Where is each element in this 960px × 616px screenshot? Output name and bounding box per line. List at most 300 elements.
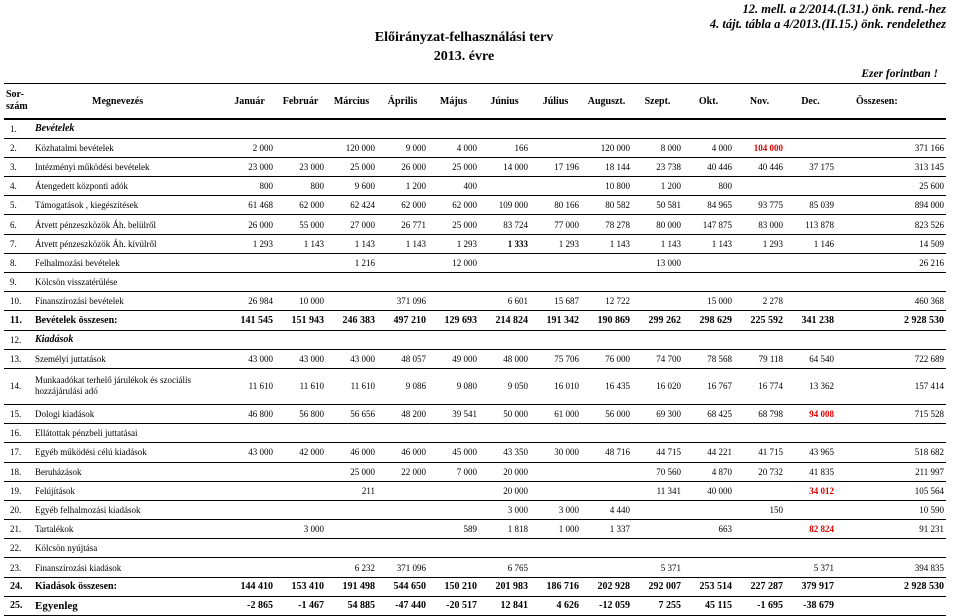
row-number: 24. [4, 577, 32, 596]
month-value-cell [428, 481, 479, 500]
month-value-cell [581, 558, 632, 577]
month-value-cell [224, 253, 275, 272]
month-value-cell [683, 500, 734, 519]
month-value-cell: 1 000 [530, 520, 581, 539]
month-value-cell: 9 600 [326, 177, 377, 196]
table-row [4, 234, 946, 253]
row-number: 18. [4, 462, 32, 481]
month-value-cell: 298 629 [683, 311, 734, 330]
month-value-cell: 62 424 [326, 196, 377, 215]
budget-table [4, 83, 946, 616]
month-value-cell: 3 000 [530, 500, 581, 519]
month-value-cell [377, 119, 428, 138]
month-value-cell [632, 119, 683, 138]
month-value-cell [479, 177, 530, 196]
month-value-cell: 15 000 [683, 292, 734, 311]
month-value-cell [683, 539, 734, 558]
column-header-month: Nov. [734, 84, 785, 120]
month-value-cell: 43 000 [224, 443, 275, 462]
month-value-cell [479, 539, 530, 558]
month-value-cell [428, 424, 479, 443]
month-value-cell: 26 000 [377, 157, 428, 176]
month-value-cell: 13 362 [785, 368, 836, 404]
month-value-cell [581, 462, 632, 481]
month-value-cell: 2 278 [734, 292, 785, 311]
month-value-cell: 34 012 [785, 481, 836, 500]
table-row [4, 292, 946, 311]
month-value-cell: 93 775 [734, 196, 785, 215]
month-value-cell: 13 000 [632, 253, 683, 272]
month-value-cell: 42 000 [275, 443, 326, 462]
row-number: 17. [4, 443, 32, 462]
row-number: 14. [4, 368, 32, 404]
month-value-cell: 49 000 [428, 349, 479, 368]
row-label: Támogatások , kiegészítések [32, 196, 224, 215]
month-value-cell: 1 146 [785, 234, 836, 253]
month-value-cell: 25 000 [428, 157, 479, 176]
month-value-cell: 43 965 [785, 443, 836, 462]
month-value-cell: 589 [428, 520, 479, 539]
month-value-cell: 17 196 [530, 157, 581, 176]
table-row [4, 253, 946, 272]
table-row [4, 196, 946, 215]
month-value-cell: 1 216 [326, 253, 377, 272]
month-value-cell: 76 000 [581, 349, 632, 368]
month-value-cell [530, 138, 581, 157]
month-value-cell [224, 558, 275, 577]
table-row [4, 368, 946, 404]
month-value-cell: 26 000 [224, 215, 275, 234]
month-value-cell: 246 383 [326, 311, 377, 330]
column-header-name: Megnevezés [32, 84, 224, 120]
month-value-cell: 48 000 [479, 349, 530, 368]
month-value-cell: 1 293 [428, 234, 479, 253]
month-value-cell: 5 371 [785, 558, 836, 577]
month-value-cell: 497 210 [377, 311, 428, 330]
month-value-cell [275, 119, 326, 138]
row-total-cell: 157 414 [836, 368, 946, 404]
row-number: 16. [4, 424, 32, 443]
row-number: 10. [4, 292, 32, 311]
month-value-cell: -38 679 [785, 596, 836, 615]
month-value-cell: 78 568 [683, 349, 734, 368]
table-row [4, 520, 946, 539]
row-label: Átengedett központi adók [32, 177, 224, 196]
month-value-cell: 214 824 [479, 311, 530, 330]
month-value-cell [428, 119, 479, 138]
month-value-cell [785, 424, 836, 443]
month-value-cell [683, 253, 734, 272]
regulation-reference [710, 2, 946, 32]
reference-line-1: 12. mell. a 2/2014.(I.31.) önk. rend.-hez [742, 2, 946, 16]
month-value-cell: 44 221 [683, 443, 734, 462]
month-value-cell: 43 000 [224, 349, 275, 368]
month-value-cell: 663 [683, 520, 734, 539]
month-value-cell: 1 200 [377, 177, 428, 196]
row-label: Kiadások [32, 330, 224, 349]
column-header-month: Szept. [632, 84, 683, 120]
month-value-cell: 109 000 [479, 196, 530, 215]
row-label: Egyenleg [32, 596, 224, 615]
table-row [4, 138, 946, 157]
month-value-cell: 1 337 [581, 520, 632, 539]
month-value-cell [785, 138, 836, 157]
month-value-cell [224, 539, 275, 558]
month-value-cell: 186 716 [530, 577, 581, 596]
month-value-cell: 10 000 [275, 292, 326, 311]
month-value-cell [428, 273, 479, 292]
month-value-cell: 79 118 [734, 349, 785, 368]
month-value-cell: 48 057 [377, 349, 428, 368]
table-row [4, 500, 946, 519]
month-value-cell: 202 928 [581, 577, 632, 596]
month-value-cell [275, 253, 326, 272]
month-value-cell: 7 255 [632, 596, 683, 615]
unit-note: Ezer forintban ! [861, 68, 938, 80]
row-label: Munkaadókat terhelő járulékok és szociális hozzájárulási adó [32, 368, 224, 404]
table-row [4, 404, 946, 423]
month-value-cell: 30 000 [530, 443, 581, 462]
row-total-cell: 823 526 [836, 215, 946, 234]
month-value-cell: 16 010 [530, 368, 581, 404]
month-value-cell: 37 175 [785, 157, 836, 176]
month-value-cell: 9 050 [479, 368, 530, 404]
month-value-cell: 16 774 [734, 368, 785, 404]
month-value-cell [326, 424, 377, 443]
table-row [4, 443, 946, 462]
row-number: 22. [4, 539, 32, 558]
month-value-cell [632, 520, 683, 539]
month-value-cell [530, 558, 581, 577]
month-value-cell [530, 462, 581, 481]
table-row [4, 481, 946, 500]
month-value-cell [632, 273, 683, 292]
month-value-cell: -1 695 [734, 596, 785, 615]
month-value-cell: 23 000 [275, 157, 326, 176]
month-value-cell [581, 119, 632, 138]
month-value-cell [581, 424, 632, 443]
month-value-cell [377, 539, 428, 558]
row-total-cell: 14 509 [836, 234, 946, 253]
month-value-cell [326, 330, 377, 349]
month-value-cell [326, 119, 377, 138]
month-value-cell: 371 096 [377, 558, 428, 577]
month-value-cell [224, 500, 275, 519]
month-value-cell [377, 253, 428, 272]
month-value-cell [785, 119, 836, 138]
month-value-cell: 144 410 [224, 577, 275, 596]
month-value-cell: 3 000 [479, 500, 530, 519]
month-value-cell: 25 000 [428, 215, 479, 234]
month-value-cell [632, 539, 683, 558]
row-number: 3. [4, 157, 32, 176]
row-label: Személyi juttatások [32, 349, 224, 368]
row-label: Tartalékok [32, 520, 224, 539]
month-value-cell [530, 424, 581, 443]
column-header-month: Január [224, 84, 275, 120]
row-label: Egyéb felhalmozási kiadások [32, 500, 224, 519]
month-value-cell: 46 800 [224, 404, 275, 423]
month-value-cell: 253 514 [683, 577, 734, 596]
month-value-cell: 12 000 [428, 253, 479, 272]
month-value-cell [428, 500, 479, 519]
month-value-cell: 3 000 [275, 520, 326, 539]
reference-line-2: 4. tájt. tábla a 4/2013.(II.15.) önk. rendelethez [709, 17, 946, 31]
table-row [4, 330, 946, 349]
month-value-cell: 800 [224, 177, 275, 196]
row-total-cell: 26 216 [836, 253, 946, 272]
month-value-cell [581, 539, 632, 558]
month-value-cell: 40 446 [734, 157, 785, 176]
month-value-cell [377, 424, 428, 443]
month-value-cell: 64 540 [785, 349, 836, 368]
month-value-cell [377, 500, 428, 519]
month-value-cell: 18 144 [581, 157, 632, 176]
row-total-cell [836, 273, 946, 292]
month-value-cell [530, 273, 581, 292]
month-value-cell: 9 080 [428, 368, 479, 404]
month-value-cell [377, 273, 428, 292]
month-value-cell: 4 000 [683, 138, 734, 157]
row-number: 7. [4, 234, 32, 253]
month-value-cell [377, 330, 428, 349]
month-value-cell [734, 253, 785, 272]
table-row [4, 577, 946, 596]
row-total-cell [836, 119, 946, 138]
month-value-cell: 80 166 [530, 196, 581, 215]
month-value-cell [275, 273, 326, 292]
month-value-cell: 11 610 [326, 368, 377, 404]
month-value-cell: 23 738 [632, 157, 683, 176]
month-value-cell [479, 253, 530, 272]
month-value-cell: 400 [428, 177, 479, 196]
month-value-cell: 20 000 [479, 481, 530, 500]
table-row [4, 596, 946, 615]
column-header-row-number: Sor-szám [4, 84, 32, 120]
month-value-cell: 800 [683, 177, 734, 196]
month-value-cell: 1 293 [224, 234, 275, 253]
month-value-cell: 68 798 [734, 404, 785, 423]
month-value-cell [734, 177, 785, 196]
month-value-cell: 45 115 [683, 596, 734, 615]
month-value-cell [275, 138, 326, 157]
month-value-cell [581, 273, 632, 292]
month-value-cell: 48 200 [377, 404, 428, 423]
month-value-cell: 153 410 [275, 577, 326, 596]
row-total-cell: 313 145 [836, 157, 946, 176]
row-number: 25. [4, 596, 32, 615]
month-value-cell: -47 440 [377, 596, 428, 615]
row-label: Kölcsön nyújtása [32, 539, 224, 558]
month-value-cell: 9 000 [377, 138, 428, 157]
month-value-cell: 11 610 [275, 368, 326, 404]
month-value-cell: 54 885 [326, 596, 377, 615]
month-value-cell: 56 800 [275, 404, 326, 423]
row-number: 15. [4, 404, 32, 423]
month-value-cell: 69 300 [632, 404, 683, 423]
row-number: 8. [4, 253, 32, 272]
title-line-1: Előirányzat-felhasználási terv [374, 30, 554, 45]
row-total-cell: 91 231 [836, 520, 946, 539]
month-value-cell [734, 119, 785, 138]
row-total-cell: 10 590 [836, 500, 946, 519]
month-value-cell: 27 000 [326, 215, 377, 234]
table-row [4, 177, 946, 196]
month-value-cell [530, 253, 581, 272]
month-value-cell: 22 000 [377, 462, 428, 481]
month-value-cell: 80 582 [581, 196, 632, 215]
month-value-cell: 61 000 [530, 404, 581, 423]
month-value-cell: 26 771 [377, 215, 428, 234]
row-label: Finanszírozási kiadások [32, 558, 224, 577]
month-value-cell [224, 330, 275, 349]
row-total-cell: 211 997 [836, 462, 946, 481]
month-value-cell: 151 943 [275, 311, 326, 330]
month-value-cell: 104 000 [734, 138, 785, 157]
month-value-cell [581, 330, 632, 349]
month-value-cell: 1 293 [530, 234, 581, 253]
month-value-cell [530, 481, 581, 500]
row-label: Bevételek [32, 119, 224, 138]
row-total-cell [836, 330, 946, 349]
month-value-cell [326, 273, 377, 292]
row-label: Beruházások [32, 462, 224, 481]
month-value-cell [377, 520, 428, 539]
month-value-cell: 43 000 [326, 349, 377, 368]
month-value-cell: 78 278 [581, 215, 632, 234]
row-total-cell: 2 928 530 [836, 577, 946, 596]
month-value-cell [785, 292, 836, 311]
month-value-cell: 141 545 [224, 311, 275, 330]
month-value-cell: 23 000 [224, 157, 275, 176]
table-row [4, 215, 946, 234]
month-value-cell: 82 824 [785, 520, 836, 539]
month-value-cell [632, 292, 683, 311]
month-value-cell: 41 835 [785, 462, 836, 481]
month-value-cell [224, 520, 275, 539]
month-value-cell: 227 287 [734, 577, 785, 596]
month-value-cell [326, 292, 377, 311]
month-value-cell: 14 000 [479, 157, 530, 176]
month-value-cell [734, 520, 785, 539]
row-total-cell [836, 596, 946, 615]
row-total-cell [836, 424, 946, 443]
column-header-month: Április [377, 84, 428, 120]
row-total-cell [836, 539, 946, 558]
month-value-cell: 46 000 [326, 443, 377, 462]
table-row [4, 273, 946, 292]
month-value-cell: 1 143 [377, 234, 428, 253]
column-header-month: Okt. [683, 84, 734, 120]
month-value-cell [785, 273, 836, 292]
month-value-cell: 12 722 [581, 292, 632, 311]
month-value-cell: 190 869 [581, 311, 632, 330]
month-value-cell: 4 626 [530, 596, 581, 615]
month-value-cell: 201 983 [479, 577, 530, 596]
column-header-month: Auguszt. [581, 84, 632, 120]
row-number: 6. [4, 215, 32, 234]
row-total-cell: 25 600 [836, 177, 946, 196]
row-label: Intézményi működési bevételek [32, 157, 224, 176]
month-value-cell: 75 706 [530, 349, 581, 368]
month-value-cell: 40 000 [683, 481, 734, 500]
row-number: 19. [4, 481, 32, 500]
month-value-cell [632, 330, 683, 349]
month-value-cell [734, 273, 785, 292]
table-body [4, 119, 946, 616]
month-value-cell: 62 000 [275, 196, 326, 215]
month-value-cell [530, 330, 581, 349]
month-value-cell [581, 481, 632, 500]
row-label: Kiadások összesen: [32, 577, 224, 596]
month-value-cell: 74 700 [632, 349, 683, 368]
month-value-cell [428, 558, 479, 577]
month-value-cell: 15 687 [530, 292, 581, 311]
month-value-cell [326, 539, 377, 558]
month-value-cell: 8 000 [632, 138, 683, 157]
month-value-cell: 41 715 [734, 443, 785, 462]
month-value-cell [683, 119, 734, 138]
month-value-cell [632, 500, 683, 519]
row-label: Felhalmozási bevételek [32, 253, 224, 272]
month-value-cell: 544 650 [377, 577, 428, 596]
page-title [364, 28, 564, 66]
month-value-cell [683, 273, 734, 292]
month-value-cell: 20 732 [734, 462, 785, 481]
month-value-cell: 225 592 [734, 311, 785, 330]
month-value-cell: 2 000 [224, 138, 275, 157]
month-value-cell [581, 253, 632, 272]
month-value-cell: 83 000 [734, 215, 785, 234]
month-value-cell [428, 292, 479, 311]
month-value-cell [479, 273, 530, 292]
month-value-cell: 16 435 [581, 368, 632, 404]
month-value-cell: 55 000 [275, 215, 326, 234]
row-number: 20. [4, 500, 32, 519]
month-value-cell: 1 333 [479, 234, 530, 253]
month-value-cell [377, 481, 428, 500]
month-value-cell: 1 293 [734, 234, 785, 253]
month-value-cell: 44 715 [632, 443, 683, 462]
row-total-cell: 460 368 [836, 292, 946, 311]
month-value-cell: 191 342 [530, 311, 581, 330]
month-value-cell: 1 143 [632, 234, 683, 253]
month-value-cell: 40 446 [683, 157, 734, 176]
table-row [4, 311, 946, 330]
month-value-cell: 371 096 [377, 292, 428, 311]
month-value-cell [275, 481, 326, 500]
month-value-cell: 341 238 [785, 311, 836, 330]
month-value-cell: 77 000 [530, 215, 581, 234]
month-value-cell: 83 724 [479, 215, 530, 234]
month-value-cell [275, 558, 326, 577]
month-value-cell [734, 558, 785, 577]
month-value-cell [785, 539, 836, 558]
month-value-cell: 1 818 [479, 520, 530, 539]
month-value-cell: 113 878 [785, 215, 836, 234]
month-value-cell [275, 462, 326, 481]
row-number: 9. [4, 273, 32, 292]
month-value-cell [530, 119, 581, 138]
column-header-total: Összesen: [836, 84, 946, 120]
month-value-cell: 6 601 [479, 292, 530, 311]
row-label: Bevételek összesen: [32, 311, 224, 330]
row-number: 12. [4, 330, 32, 349]
month-value-cell: 12 841 [479, 596, 530, 615]
month-value-cell [785, 500, 836, 519]
month-value-cell: 5 371 [632, 558, 683, 577]
month-value-cell: 379 917 [785, 577, 836, 596]
